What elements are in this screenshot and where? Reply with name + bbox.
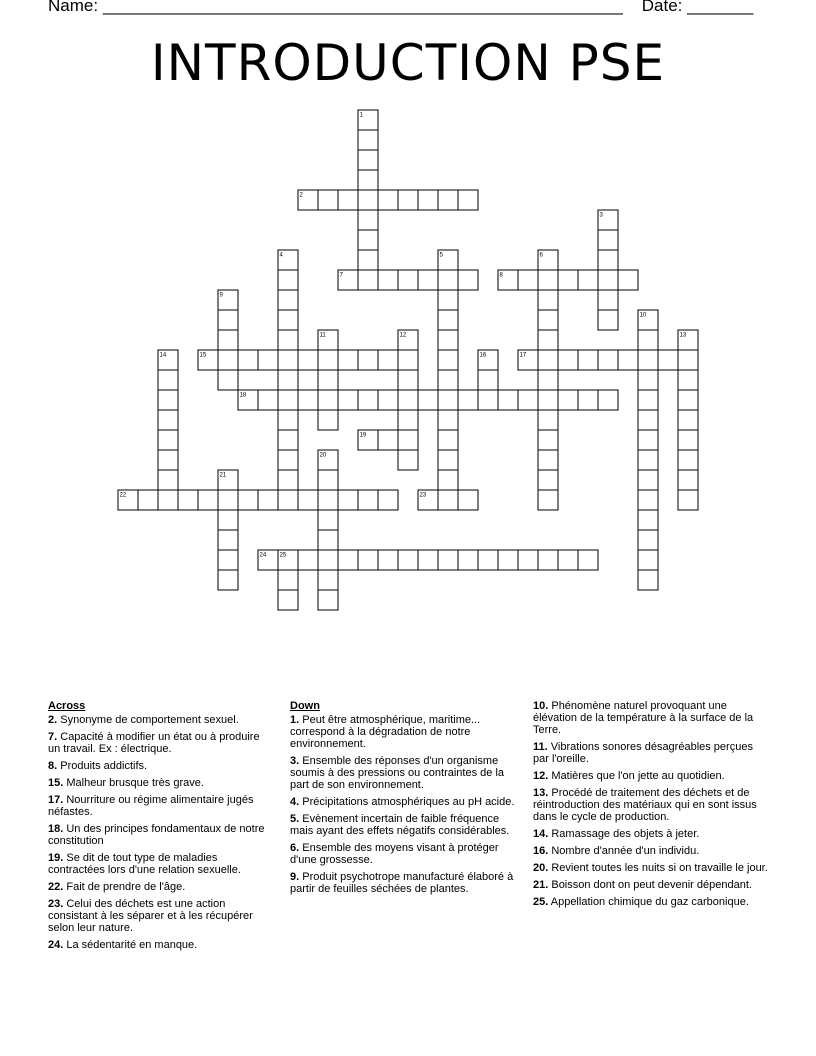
crossword-cell[interactable] (358, 550, 378, 570)
clue-text: Vibrations sonores désagréables perçues par l'oreille. (533, 741, 753, 765)
down-clues-continued (533, 700, 768, 913)
crossword-cell[interactable] (378, 350, 398, 370)
crossword-cell[interactable] (318, 570, 338, 590)
clue-number-label: 16. (533, 845, 549, 857)
crossword-cell[interactable] (318, 550, 338, 570)
crossword-cell[interactable] (458, 190, 478, 210)
crossword-cell[interactable] (218, 330, 238, 350)
clue-item (290, 813, 515, 837)
clue-item (533, 845, 768, 857)
clue-number: 2 (299, 192, 303, 199)
crossword-cell[interactable] (258, 350, 278, 370)
crossword-cell[interactable] (598, 350, 618, 370)
crossword-cell[interactable] (638, 390, 658, 410)
crossword-cell[interactable] (278, 430, 298, 450)
clue-text: Fait de prendre de l'âge. (63, 881, 186, 893)
crossword-cell[interactable] (198, 490, 218, 510)
crossword-cell[interactable] (438, 350, 458, 370)
clue-number-label: 6. (290, 842, 300, 854)
crossword-cell[interactable] (638, 470, 658, 490)
crossword-cell[interactable] (378, 270, 398, 290)
crossword-cell[interactable] (278, 270, 298, 290)
crossword-cell[interactable] (298, 350, 318, 370)
clue-number-label: 22. (48, 881, 64, 893)
clue-number-label: 1. (290, 714, 300, 726)
crossword-cell[interactable] (378, 190, 398, 210)
clue-number-label: 19. (48, 852, 64, 864)
crossword-cell[interactable] (218, 350, 238, 370)
crossword-cell[interactable] (638, 350, 658, 370)
clue-text: Produits addictifs. (57, 760, 148, 772)
crossword-cell[interactable] (658, 350, 678, 370)
crossword-cell[interactable] (298, 390, 318, 410)
crossword-cell[interactable] (358, 350, 378, 370)
clue-number: 22 (119, 492, 127, 499)
crossword-cell[interactable] (438, 190, 458, 210)
crossword-cell[interactable] (238, 490, 258, 510)
clue-text: Se dit de tout type de maladies contractées lors d'une relation sexuelle. (48, 852, 241, 876)
clue-text: Procédé de traitement des déchets et de réintroduction des matériaux qui en sont issus dans le cycle de production. (533, 787, 757, 823)
crossword-cell[interactable] (378, 550, 398, 570)
crossword-cell[interactable] (458, 270, 478, 290)
crossword-cell[interactable] (678, 430, 698, 450)
crossword-cell[interactable] (398, 550, 418, 570)
crossword-cell[interactable] (578, 270, 598, 290)
crossword-cell[interactable] (558, 390, 578, 410)
crossword-cell[interactable] (498, 390, 518, 410)
across-clue-list (48, 714, 273, 951)
clue-item (533, 770, 768, 782)
date-field[interactable]: _______ (687, 0, 754, 15)
crossword-cell[interactable] (358, 190, 378, 210)
crossword-cell[interactable] (618, 270, 638, 290)
crossword-cell[interactable] (278, 350, 298, 370)
clue-number: 13 (679, 332, 687, 339)
clue-text: La sédentarité en manque. (63, 939, 198, 951)
clue-number: 25 (279, 552, 287, 559)
crossword-cell[interactable] (518, 550, 538, 570)
crossword-cell[interactable] (358, 230, 378, 250)
crossword-cell[interactable] (638, 330, 658, 350)
clue-text: Ensemble des réponses d'un organisme soumis à des pressions ou contraintes de la part de son environnement. (290, 755, 505, 791)
crossword-cell[interactable] (398, 410, 418, 430)
clue-number: 15 (199, 352, 207, 359)
crossword-cell[interactable] (358, 250, 378, 270)
crossword-cell[interactable] (438, 290, 458, 310)
crossword-cell[interactable] (278, 470, 298, 490)
crossword-cell[interactable] (358, 130, 378, 150)
clue-number: 12 (399, 332, 407, 339)
crossword-cell[interactable] (538, 470, 558, 490)
crossword-cell[interactable] (318, 190, 338, 210)
clue-number-label: 7. (48, 731, 58, 743)
crossword-cell[interactable] (438, 270, 458, 290)
clue-item (48, 760, 273, 772)
crossword-cell[interactable] (638, 570, 658, 590)
clue-item (533, 741, 768, 765)
clue-number: 4 (279, 252, 283, 259)
clue-item (290, 714, 515, 750)
clue-number-label: 4. (290, 796, 300, 808)
clue-number: 20 (319, 452, 327, 459)
crossword-cell[interactable] (638, 430, 658, 450)
clue-number-label: 3. (290, 755, 300, 767)
crossword-cell[interactable] (438, 410, 458, 430)
clue-item (48, 777, 273, 789)
crossword-cell[interactable] (298, 490, 318, 510)
crossword-cell[interactable] (438, 490, 458, 510)
clue-number-label: 15. (48, 777, 64, 789)
crossword-cell[interactable] (438, 470, 458, 490)
clue-text: Phénomène naturel provoquant une élévation de la température à la surface de la Terre. (533, 700, 754, 736)
crossword-cell[interactable] (418, 190, 438, 210)
crossword-cell[interactable] (358, 210, 378, 230)
crossword-cell[interactable] (218, 570, 238, 590)
crossword-cell[interactable] (158, 470, 178, 490)
crossword-cell[interactable] (258, 490, 278, 510)
clue-text: Celui des déchets est une action consistant à les séparer et à les récupérer selon leur nature. (48, 898, 253, 934)
crossword-cell[interactable] (158, 410, 178, 430)
clue-text: Malheur brusque très grave. (63, 777, 204, 789)
crossword-cell[interactable] (398, 190, 418, 210)
clue-number: 3 (599, 212, 603, 219)
crossword-cell[interactable] (318, 350, 338, 370)
crossword-cell[interactable] (538, 550, 558, 570)
across-heading: Across (48, 700, 86, 712)
clue-text: Produit psychotrope manufacturé élaboré à partir de feuilles séchées de plantes. (290, 871, 514, 895)
clue-number-label: 21. (533, 879, 549, 891)
crossword-cell[interactable] (278, 390, 298, 410)
crossword-cell[interactable] (638, 410, 658, 430)
clue-number: 6 (539, 252, 543, 259)
crossword-cell[interactable] (418, 270, 438, 290)
clue-number: 19 (359, 432, 367, 439)
crossword-cell[interactable] (318, 490, 338, 510)
clue-text: Evènement incertain de faible fréquence mais ayant des effets négatifs considérables. (290, 813, 510, 837)
clue-item (533, 700, 768, 736)
crossword-cell[interactable] (138, 490, 158, 510)
crossword-cell[interactable] (438, 390, 458, 410)
crossword-cell[interactable] (538, 310, 558, 330)
crossword-cell[interactable] (678, 370, 698, 390)
crossword-cell[interactable] (538, 430, 558, 450)
clue-item (533, 879, 768, 891)
crossword-cell[interactable] (218, 370, 238, 390)
crossword-cell[interactable] (578, 550, 598, 570)
crossword-cell[interactable] (318, 410, 338, 430)
clue-number: 10 (639, 312, 647, 319)
clue-number: 8 (499, 272, 503, 279)
crossword-cell[interactable] (598, 290, 618, 310)
clue-text: Ramassage des objets à jeter. (548, 828, 700, 840)
crossword-cell[interactable] (438, 430, 458, 450)
crossword-cell[interactable] (538, 370, 558, 390)
crossword-cell[interactable] (678, 350, 698, 370)
clue-item (48, 823, 273, 847)
crossword-cell[interactable] (258, 390, 278, 410)
clue-number-label: 8. (48, 760, 58, 772)
crossword-cell[interactable] (318, 390, 338, 410)
crossword-cell[interactable] (338, 190, 358, 210)
clue-text: Synonyme de comportement sexuel. (57, 714, 239, 726)
clue-text: Appellation chimique du gaz carbonique. (548, 896, 749, 908)
crossword-cell[interactable] (678, 390, 698, 410)
crossword-cell[interactable] (638, 450, 658, 470)
clue-item (48, 731, 273, 755)
crossword-cell[interactable] (678, 450, 698, 470)
crossword-cell[interactable] (518, 390, 538, 410)
clue-number-label: 20. (533, 862, 549, 874)
page-title: INTRODUCTION PSE (150, 34, 666, 92)
crossword-cell[interactable] (418, 390, 438, 410)
crossword-cell[interactable] (598, 250, 618, 270)
clue-item (290, 796, 515, 808)
clue-number-label: 2. (48, 714, 58, 726)
crossword-cell[interactable] (318, 590, 338, 610)
crossword-cell[interactable] (398, 450, 418, 470)
clue-number-label: 13. (533, 787, 549, 799)
clue-number: 5 (439, 252, 443, 259)
crossword-cell[interactable] (218, 510, 238, 530)
crossword-cell[interactable] (618, 350, 638, 370)
clue-text: Ensemble des moyens visant à protéger d'une grossesse. (290, 842, 499, 866)
clue-item (533, 862, 768, 874)
clue-number-label: 23. (48, 898, 64, 910)
clue-number-label: 18. (48, 823, 64, 835)
crossword-cell[interactable] (398, 370, 418, 390)
clue-text: Nourriture ou régime alimentaire jugés néfastes. (48, 794, 254, 818)
crossword-cell[interactable] (598, 270, 618, 290)
crossword-cell[interactable] (358, 490, 378, 510)
name-field[interactable]: _______________________________________________________ (102, 0, 623, 15)
crossword-cell[interactable] (498, 550, 518, 570)
crossword-cell[interactable] (278, 490, 298, 510)
crossword-cell[interactable] (598, 230, 618, 250)
crossword-cell[interactable] (158, 450, 178, 470)
crossword-cell[interactable] (558, 270, 578, 290)
crossword-cell[interactable] (398, 270, 418, 290)
crossword-cell[interactable] (578, 390, 598, 410)
crossword-cell[interactable] (158, 370, 178, 390)
clue-number: 16 (479, 352, 487, 359)
crossword-cell[interactable] (558, 350, 578, 370)
crossword-cell[interactable] (218, 490, 238, 510)
clue-text: Revient toutes les nuits si on travaille le jour. (548, 862, 768, 874)
crossword-cell[interactable] (278, 570, 298, 590)
clue-number: 11 (319, 332, 326, 339)
down-heading: Down (290, 700, 320, 712)
clue-number: 1 (359, 112, 363, 119)
crossword-cell[interactable] (358, 270, 378, 290)
crossword-cell[interactable] (538, 390, 558, 410)
crossword-cell[interactable] (458, 490, 478, 510)
crossword-cell[interactable] (338, 550, 358, 570)
clue-number: 21 (219, 472, 227, 479)
date-label: Date: (641, 0, 683, 15)
crossword-cell[interactable] (218, 530, 238, 550)
crossword-cell[interactable] (278, 310, 298, 330)
crossword-cell[interactable] (678, 470, 698, 490)
crossword-cell[interactable] (538, 450, 558, 470)
clue-number-label: 25. (533, 896, 549, 908)
clue-text: Précipitations atmosphériques au pH acide. (299, 796, 515, 808)
clue-item (48, 714, 273, 726)
down-clue-list-continued (533, 700, 768, 908)
down-clue-list (290, 714, 515, 895)
crossword-cell[interactable] (338, 350, 358, 370)
clue-number: 17 (519, 352, 527, 359)
crossword-cell[interactable] (438, 450, 458, 470)
crossword-cell[interactable] (218, 310, 238, 330)
crossword-cell[interactable] (158, 430, 178, 450)
clue-item (48, 881, 273, 893)
crossword-cell[interactable] (538, 350, 558, 370)
crossword-cell[interactable] (278, 410, 298, 430)
crossword-cell[interactable] (538, 490, 558, 510)
crossword-cell[interactable] (478, 370, 498, 390)
crossword-cell[interactable] (638, 490, 658, 510)
crossword-cell[interactable] (418, 550, 438, 570)
clue-item (48, 852, 273, 876)
crossword-cell[interactable] (538, 410, 558, 430)
clue-number-label: 9. (290, 871, 300, 883)
clue-number: 18 (239, 392, 247, 399)
crossword-cell[interactable] (158, 390, 178, 410)
crossword-cell[interactable] (338, 490, 358, 510)
clue-number: 9 (219, 292, 223, 299)
crossword-cell[interactable] (378, 390, 398, 410)
clue-number-label: 14. (533, 828, 549, 840)
crossword-cell[interactable] (238, 350, 258, 370)
clue-item (48, 939, 273, 951)
crossword-cell[interactable] (278, 330, 298, 350)
crossword-cell[interactable] (358, 150, 378, 170)
clue-text: Matières que l'on jette au quotidien. (548, 770, 725, 782)
crossword-cell[interactable] (438, 550, 458, 570)
crossword-cell[interactable] (438, 310, 458, 330)
crossword-cell[interactable] (478, 550, 498, 570)
crossword-cell[interactable] (178, 490, 198, 510)
crossword-cell[interactable] (638, 510, 658, 530)
clue-item (533, 828, 768, 840)
crossword-cell[interactable] (458, 390, 478, 410)
crossword-cell[interactable] (358, 390, 378, 410)
clue-number-label: 12. (533, 770, 549, 782)
crossword-cell[interactable] (278, 590, 298, 610)
clue-text: Peut être atmosphérique, maritime... correspond à la dégradation de notre environnement. (290, 714, 481, 750)
clue-item (533, 896, 768, 908)
clue-text: Boisson dont on peut devenir dépendant. (548, 879, 752, 891)
clue-number-label: 5. (290, 813, 300, 825)
crossword-cell[interactable] (278, 450, 298, 470)
crossword-cell[interactable] (518, 270, 538, 290)
clue-text: Un des principes fondamentaux de notre constitution (48, 823, 265, 847)
clue-text: Capacité à modifier un état ou à produire un travail. Ex : électrique. (48, 731, 260, 755)
crossword-cell[interactable] (598, 310, 618, 330)
crossword-cell[interactable] (398, 350, 418, 370)
clue-number-label: 11. (533, 741, 548, 753)
crossword-cell[interactable] (378, 430, 398, 450)
clue-number-label: 24. (48, 939, 64, 951)
crossword-cell[interactable] (458, 550, 478, 570)
clue-item (290, 871, 515, 895)
crossword-cell[interactable] (358, 170, 378, 190)
crossword-cell[interactable] (218, 550, 238, 570)
clue-number: 24 (259, 552, 267, 559)
crossword-cell[interactable] (638, 530, 658, 550)
clue-item (290, 755, 515, 791)
crossword-cell[interactable] (318, 470, 338, 490)
clue-item (533, 787, 768, 823)
across-clues (48, 700, 273, 956)
clue-number-label: 10. (533, 700, 549, 712)
clue-text: Nombre d'année d'un individu. (548, 845, 700, 857)
crossword-cell[interactable] (298, 550, 318, 570)
crossword-cell[interactable] (318, 530, 338, 550)
crossword-cell[interactable] (538, 330, 558, 350)
clue-number: 7 (339, 272, 343, 279)
crossword-cell[interactable] (338, 390, 358, 410)
crossword-cell[interactable] (438, 370, 458, 390)
crossword-cell[interactable] (678, 410, 698, 430)
crossword-cell[interactable] (398, 430, 418, 450)
clue-number-label: 17. (48, 794, 64, 806)
crossword-cell[interactable] (278, 370, 298, 390)
clue-number: 23 (419, 492, 427, 499)
crossword-cell[interactable] (398, 390, 418, 410)
crossword-cell[interactable] (558, 550, 578, 570)
crossword-cell[interactable] (538, 270, 558, 290)
crossword-cell[interactable] (378, 490, 398, 510)
down-clues (290, 700, 515, 900)
crossword-cell[interactable] (478, 390, 498, 410)
crossword-cell[interactable] (158, 490, 178, 510)
crossword-cell[interactable] (638, 550, 658, 570)
clue-item (48, 898, 273, 934)
crossword-cell[interactable] (678, 490, 698, 510)
clue-item (48, 794, 273, 818)
clue-number: 14 (159, 352, 167, 359)
crossword-cell[interactable] (638, 370, 658, 390)
crossword-cell[interactable] (598, 390, 618, 410)
crossword-cell[interactable] (578, 350, 598, 370)
clue-item (290, 842, 515, 866)
crossword-cell[interactable] (278, 290, 298, 310)
crossword-cell[interactable] (538, 290, 558, 310)
crossword-cell[interactable] (318, 370, 338, 390)
crossword-cell[interactable] (438, 330, 458, 350)
crossword-cell[interactable] (318, 510, 338, 530)
name-label: Name: (48, 0, 99, 15)
